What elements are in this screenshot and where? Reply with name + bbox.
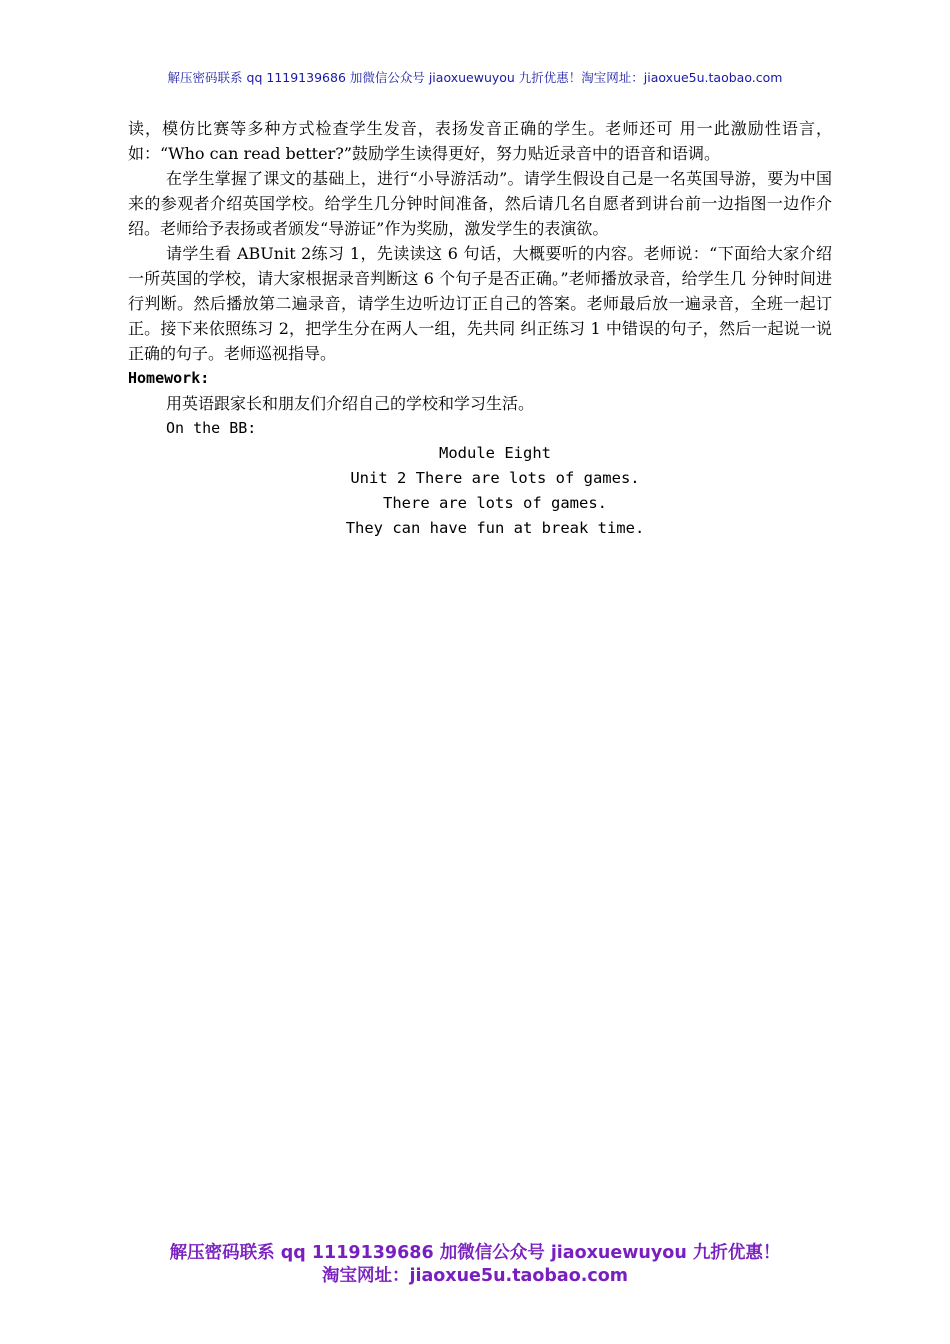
paragraph-pronunciation: 读，模仿比赛等多种方式检查学生发音，表扬发音正确的学生。老师还可 用一此激励性语言，如：“Who can read better?”鼓励学生读得更好，努力贴近录音中的语音和语调。 <box>128 119 832 163</box>
header-promo-text: 解压密码联系 qq 1119139686 加微信公众号 jiaoxuewuyou 九折优惠！淘宝网址：jiaoxue5u.taobao.com <box>167 70 783 85</box>
on-the-bb-label: On the BB: <box>166 419 257 437</box>
blackboard-line-module: Module Eight <box>439 444 551 462</box>
document-body <box>128 116 832 541</box>
blackboard-line-fun: They can have fun at break time. <box>345 519 645 537</box>
blackboard-line-games: There are lots of games. <box>383 494 607 512</box>
blackboard-line-unit: Unit 2 There are lots of games. <box>350 469 640 487</box>
paragraph-tour-guide-activity: 在学生掌握了课文的基础上，进行“小导游活动”。请学生假设自己是一名英国导游，要为中国来的参观者介绍英国学校。给学生几分钟时间准备，然后请几名自愿者到讲台前一边指图一边作介绍。老师给予表扬或者颁发“导游证”作为奖励，激发学生的表演欲。 <box>128 169 832 238</box>
homework-description: 用英语跟家长和朋友们介绍自己的学校和学习生活。 <box>166 394 535 413</box>
paragraph-listening-exercise: 请学生看 ABUnit 2练习 1，先读读这 6 句话，大概要听的内容。老师说：“下面给大家介绍一所英国的学校，请大家根据录音判断这 6 个句子是否正确。”老师播放录音，给学生几 分钟时间进行判断。然后播放第二遍录音，请学生边听边订正自己的答案。老师最后放一遍录音，全班一起订正。接下来依照练习 2，把学生分在两人一组，先共同 纠正练习 1 中错误的句子，然后一起说一说正确的句子。老师巡视指导。 <box>128 244 832 363</box>
footer-promo-line-1: 解压密码联系 qq 1119139686 加微信公众号 jiaoxuewuyou 九折优惠！ <box>169 1243 781 1263</box>
homework-heading: Homework: <box>128 369 210 387</box>
footer-promo-line-2: 淘宝网址：jiaoxue5u.taobao.com <box>321 1266 629 1286</box>
